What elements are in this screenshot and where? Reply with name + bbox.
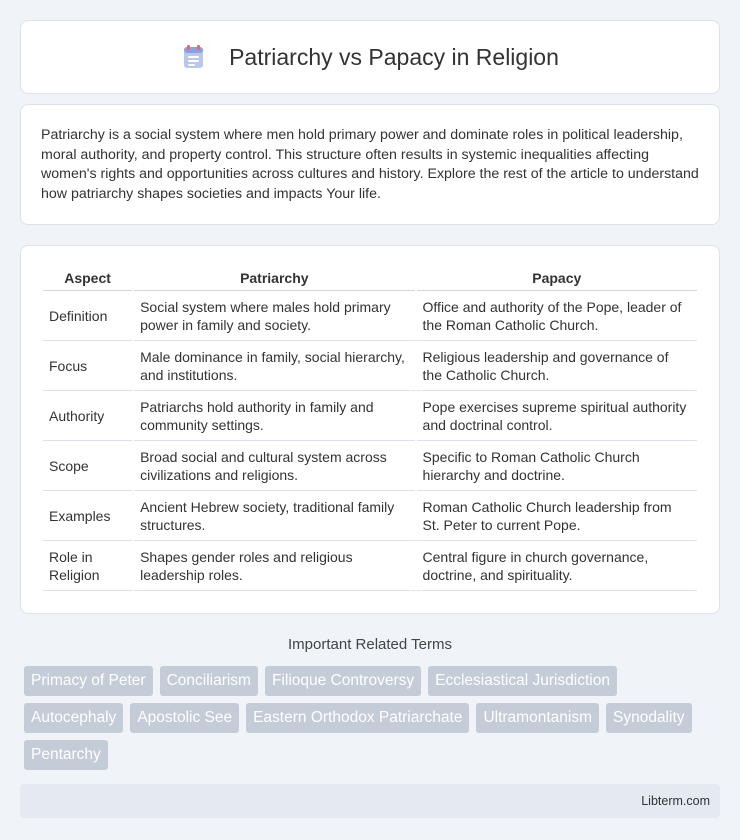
comparison-table xyxy=(41,264,699,593)
related-term-tag[interactable]: Ecclesiastical Jurisdiction xyxy=(428,666,617,696)
row-patriarchy: Broad social and cultural system across civilizations and religions. xyxy=(134,443,414,491)
related-term-tag[interactable]: Filioque Controversy xyxy=(265,666,421,696)
table-row xyxy=(43,293,697,341)
related-term-tag[interactable]: Ultramontanism xyxy=(476,703,599,733)
page-title: Patriarchy vs Papacy in Religion xyxy=(229,43,559,70)
table-row xyxy=(43,393,697,441)
row-patriarchy: Shapes gender roles and religious leadership roles. xyxy=(134,543,414,591)
row-aspect: Definition xyxy=(43,293,132,341)
table-row xyxy=(43,443,697,491)
row-aspect: Scope xyxy=(43,443,132,491)
table-row xyxy=(43,343,697,391)
row-patriarchy: Male dominance in family, social hierarchy, and institutions. xyxy=(134,343,414,391)
row-aspect: Focus xyxy=(43,343,132,391)
comparison-card xyxy=(20,245,720,614)
row-aspect: Examples xyxy=(43,493,132,541)
header-aspect: Aspect xyxy=(43,266,132,291)
related-term-tag[interactable]: Apostolic See xyxy=(130,703,239,733)
related-terms-title: Important Related Terms xyxy=(288,636,452,653)
row-patriarchy: Ancient Hebrew society, traditional family structures. xyxy=(134,493,414,541)
row-papacy: Pope exercises supreme spiritual authority and doctrinal control. xyxy=(417,393,697,441)
row-patriarchy: Patriarchs hold authority in family and community settings. xyxy=(134,393,414,441)
row-papacy: Office and authority of the Pope, leader of the Roman Catholic Church. xyxy=(417,293,697,341)
footer-site-link[interactable]: Libterm.com xyxy=(641,794,710,808)
related-term-tag[interactable]: Eastern Orthodox Patriarchate xyxy=(246,703,469,733)
document-icon xyxy=(181,44,207,70)
header-card xyxy=(20,20,720,94)
row-aspect: Authority xyxy=(43,393,132,441)
row-papacy: Religious leadership and governance of the Catholic Church. xyxy=(417,343,697,391)
row-papacy: Central figure in church governance, doctrine, and spirituality. xyxy=(417,543,697,591)
related-term-tag[interactable]: Primacy of Peter xyxy=(24,666,153,696)
related-term-tag[interactable]: Pentarchy xyxy=(24,740,108,770)
table-header-row xyxy=(43,266,697,291)
table-row xyxy=(43,543,697,591)
row-patriarchy: Social system where males hold primary power in family and society. xyxy=(134,293,414,341)
row-papacy: Roman Catholic Church leadership from St. Peter to current Pope. xyxy=(417,493,697,541)
intro-text: Patriarchy is a social system where men hold primary power and dominate roles in political leadership, moral authority, and property control. This structure often results in systemic inequalities affecting women's rights and opportunities across cultures and history. Explore the rest of the article to understand how patriarchy shapes societies and impacts Your life. xyxy=(41,127,699,202)
row-papacy: Specific to Roman Catholic Church hierarchy and doctrine. xyxy=(417,443,697,491)
header-patriarchy: Patriarchy xyxy=(134,266,414,291)
related-terms-list xyxy=(20,666,720,770)
intro-card xyxy=(20,104,720,225)
header-papacy: Papacy xyxy=(417,266,697,291)
row-aspect: Role in Religion xyxy=(43,543,132,591)
related-term-tag[interactable]: Conciliarism xyxy=(160,666,258,696)
footer xyxy=(20,784,720,818)
related-term-tag[interactable]: Autocephaly xyxy=(24,703,123,733)
related-term-tag[interactable]: Synodality xyxy=(606,703,692,733)
table-row xyxy=(43,493,697,541)
